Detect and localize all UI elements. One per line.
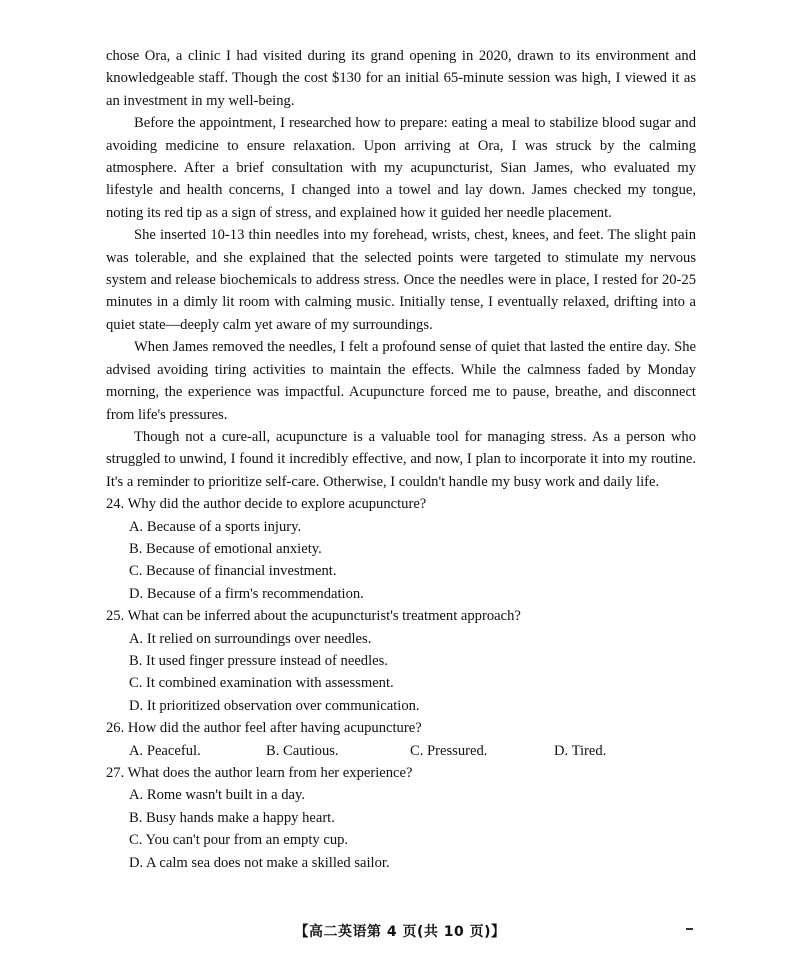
option-c: C. You can't pour from an empty cup. — [129, 832, 349, 849]
question-27 — [106, 762, 696, 874]
option-d: D. A calm sea does not make a skilled sailor. — [129, 854, 390, 871]
option-a: A. Peaceful. — [129, 742, 201, 759]
question-stem: 25. What can be inferred about the acupuncturist's treatment approach? — [106, 608, 521, 625]
option-a: A. It relied on surroundings over needles. — [129, 630, 372, 647]
option-c: C. Because of financial investment. — [129, 563, 337, 580]
question-26 — [106, 717, 696, 762]
option-b: B. It used finger pressure instead of needles. — [129, 652, 388, 669]
question-24 — [106, 493, 696, 605]
passage-paragraph-3: She inserted 10-13 thin needles into my forehead, wrists, chest, knees, and feet. The slight pain was tolerable, and she explained that the selected points were targeted to stimulate my nervous system and release biochemicals to address stress. Once the needles were in place, I rested for 20-25 minutes in a dimly lit room with calming music. Initially tense, I eventually relaxed, drifting into a quiet state—deeply calm yet aware of my surroundings. — [106, 227, 696, 333]
passage-paragraph-1: chose Ora, a clinic I had visited during its grand opening in 2020, drawn to its environment and knowledgeable staff. Though the cost $130 for an initial 65-minute session was high, I viewed it as an investment in my well-being. — [106, 48, 696, 109]
passage-paragraph-5: Though not a cure-all, acupuncture is a valuable tool for managing stress. As a person who struggled to unwind, I found it incredibly effective, and now, I plan to incorporate it into my routine. It's a reminder to prioritize self-care. Otherwise, I couldn't handle my busy work and daily life. — [106, 428, 696, 490]
question-stem: 24. Why did the author decide to explore acupuncture? — [106, 496, 427, 513]
option-d: D. It prioritized observation over communication. — [129, 697, 420, 714]
question-stem: 27. What does the author learn from her experience? — [106, 765, 413, 781]
option-b: B. Because of emotional anxiety. — [129, 540, 322, 557]
corner-mark — [686, 928, 693, 930]
option-b: B. Busy hands make a happy heart. — [129, 809, 335, 826]
passage-paragraph-2: Before the appointment, I researched how to prepare: eating a meal to stabilize blood sugar and avoiding medicine to ensure relaxation. Upon arriving at Ora, I was struck by the calming atmosphere. After a brief consultation with my acupuncturist, Sian James, who evaluated my lifestyle and health concerns, I changed into a towel and lay down. James checked my tongue, noting its red tip as a sign of stress, and explained how it guided her needle placement. — [106, 115, 696, 221]
page-footer: 【高二英语第 4 页(共 10 页)】 — [294, 924, 506, 940]
options-row — [129, 740, 696, 762]
passage-paragraph-4: When James removed the needles, I felt a profound sense of quiet that lasted the entire day. She advised avoiding tiring activities to maintain the effects. While the calmness faded by Monday morning, the experience was impactful. Acupuncture forced me to pause, breathe, and disconnect from life's pressures. — [106, 339, 696, 423]
question-stem: 26. How did the author feel after having acupuncture? — [106, 720, 422, 737]
option-a: A. Because of a sports injury. — [129, 518, 302, 535]
question-25 — [106, 605, 696, 717]
option-b: B. Cautious. — [266, 742, 339, 759]
reading-passage — [106, 45, 696, 493]
option-c: C. It combined examination with assessment. — [129, 675, 394, 692]
option-a: A. Rome wasn't built in a day. — [129, 787, 305, 804]
option-d: D. Because of a firm's recommendation. — [129, 585, 364, 602]
option-d: D. Tired. — [554, 742, 607, 759]
option-c: C. Pressured. — [410, 742, 488, 759]
exam-page-content — [106, 45, 696, 874]
